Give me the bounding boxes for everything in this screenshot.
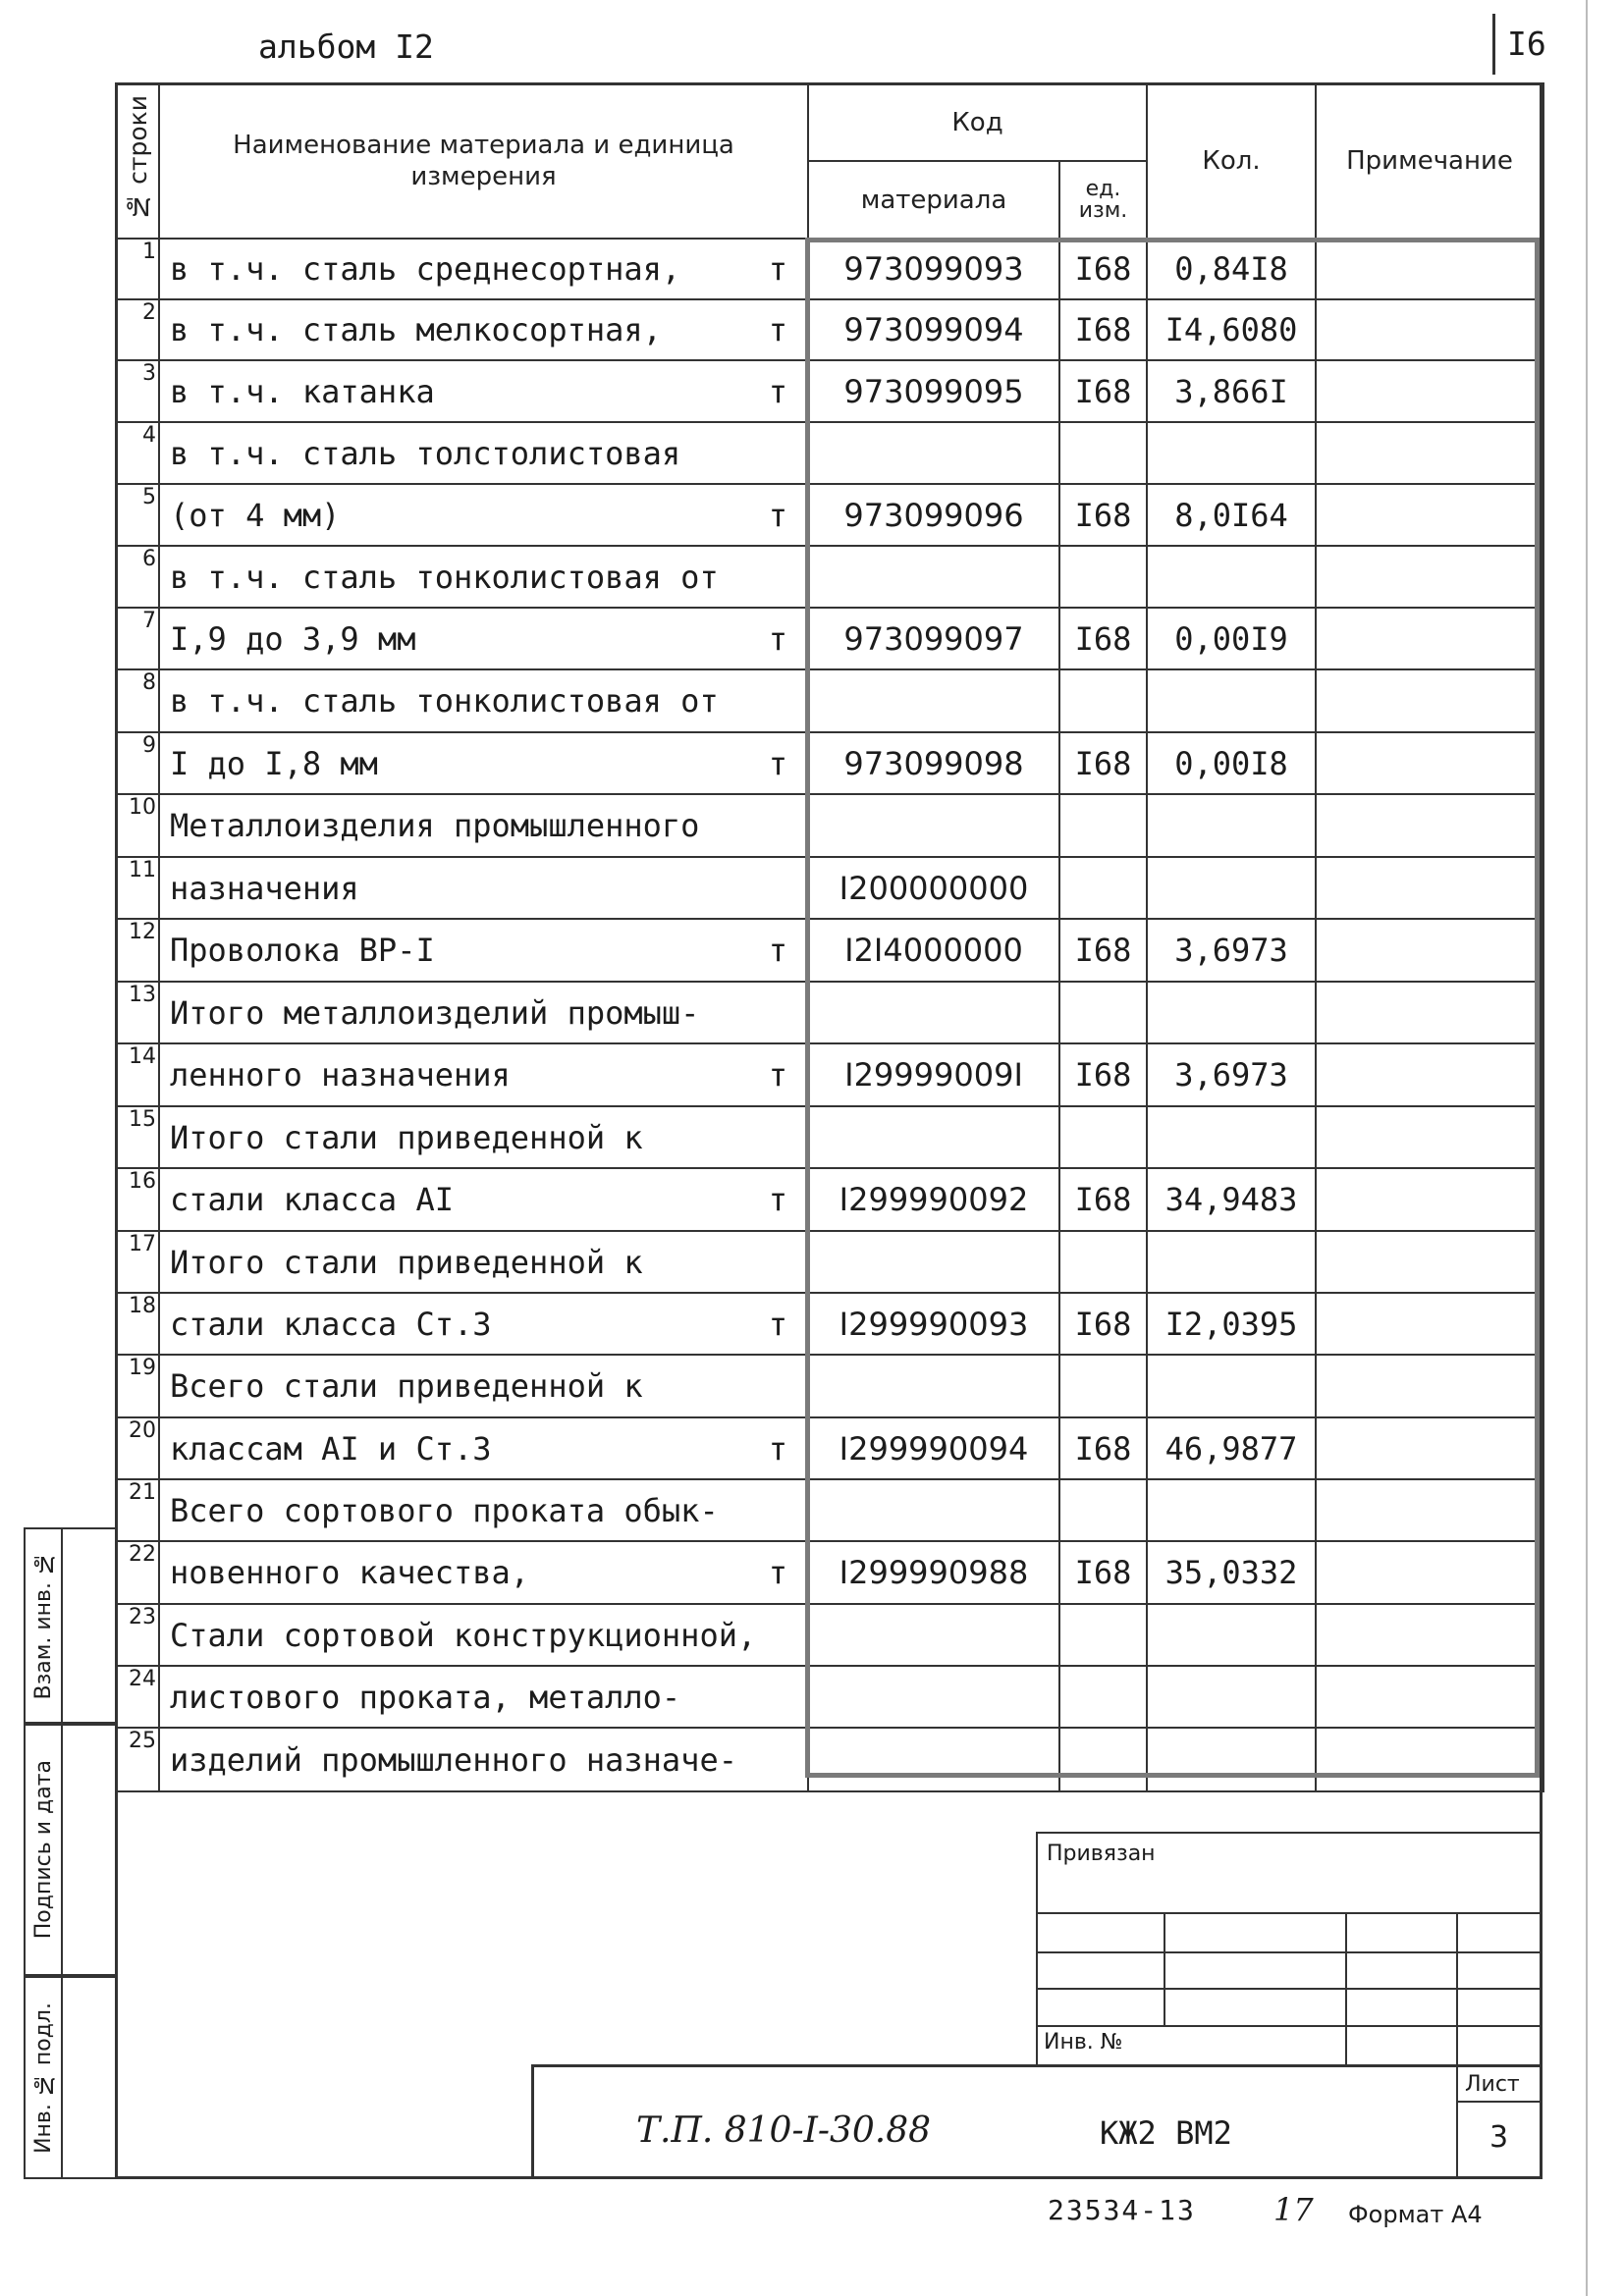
- unit-code: I68: [1059, 360, 1147, 422]
- table-row: [116, 1168, 1543, 1231]
- material-name: в т.ч. сталь среднесортная, т: [159, 239, 808, 299]
- material-code: 973099098: [808, 732, 1059, 794]
- row-number: 9: [116, 732, 159, 794]
- quantity: [1147, 1231, 1316, 1293]
- table-row: [116, 1355, 1543, 1417]
- note: [1316, 299, 1543, 360]
- material-name: Всего стали приведенной к: [159, 1355, 808, 1417]
- header-name: Наименование материала и единица измерения: [159, 83, 808, 239]
- unit-label: т: [768, 372, 787, 410]
- header-row-no: № строки: [116, 83, 159, 239]
- project-code: Т.П. 810-I-30.88: [636, 2110, 932, 2151]
- row-number: 7: [116, 608, 159, 669]
- material-code: 973099096: [808, 484, 1059, 546]
- table-row: [116, 1666, 1543, 1728]
- header-unit-code: ед. изм.: [1059, 161, 1147, 239]
- tb-line: [1036, 1951, 1543, 1953]
- row-number: 11: [116, 857, 159, 919]
- unit-code: I68: [1059, 608, 1147, 669]
- quantity: 0,00I9: [1147, 608, 1316, 669]
- quantity: 3,6973: [1147, 1043, 1316, 1106]
- quantity: 34,9483: [1147, 1168, 1316, 1231]
- table-row: [116, 1417, 1543, 1479]
- unit-code: I68: [1059, 239, 1147, 299]
- table-row: [116, 669, 1543, 732]
- table-row: [116, 732, 1543, 794]
- table-row: [116, 1043, 1543, 1106]
- material-code: [808, 1231, 1059, 1293]
- header-material-code: материала: [808, 161, 1059, 239]
- quantity: 0,00I8: [1147, 732, 1316, 794]
- note: [1316, 1168, 1543, 1231]
- stamp-inv-podl: Инв. № подл.: [24, 1976, 117, 2179]
- table-row: [116, 299, 1543, 360]
- table-row: [116, 857, 1543, 919]
- quantity: 8,0I64: [1147, 484, 1316, 546]
- quantity: 46,9877: [1147, 1417, 1316, 1479]
- row-number: 21: [116, 1479, 159, 1541]
- table-row: [116, 794, 1543, 857]
- row-number: 20: [116, 1417, 159, 1479]
- quantity: [1147, 1106, 1316, 1168]
- table-row: [116, 239, 1543, 299]
- material-name: Итого стали приведенной к: [159, 1106, 808, 1168]
- materials-table: [115, 82, 1544, 1792]
- table-row: [116, 1479, 1543, 1541]
- material-code: 973099093: [808, 239, 1059, 299]
- material-name: I,9 до 3,9 мм т: [159, 608, 808, 669]
- unit-code: [1059, 1728, 1147, 1791]
- unit-code: [1059, 546, 1147, 608]
- unit-label: т: [768, 496, 787, 534]
- row-number: 5: [116, 484, 159, 546]
- note: [1316, 484, 1543, 546]
- material-name: Всего сортового проката обык-: [159, 1479, 808, 1541]
- table-row: [116, 360, 1543, 422]
- row-number: 16: [116, 1168, 159, 1231]
- quantity: [1147, 1479, 1316, 1541]
- tb-line: [1164, 1912, 1165, 2027]
- table-row: [116, 1541, 1543, 1604]
- note: [1316, 360, 1543, 422]
- unit-label: т: [768, 1429, 787, 1468]
- material-code: [808, 1604, 1059, 1666]
- material-name: I до I,8 мм т: [159, 732, 808, 794]
- material-code: [808, 982, 1059, 1043]
- note: [1316, 669, 1543, 732]
- row-number: 10: [116, 794, 159, 857]
- table-row: [116, 1604, 1543, 1666]
- note: [1316, 1293, 1543, 1355]
- unit-label: т: [768, 250, 787, 288]
- tb-line: [1345, 1912, 1347, 2064]
- note: [1316, 1604, 1543, 1666]
- row-number: 2: [116, 299, 159, 360]
- material-code: I299990094: [808, 1417, 1059, 1479]
- unit-label: т: [768, 1056, 787, 1094]
- note: [1316, 239, 1543, 299]
- material-name: в т.ч. сталь тонколистовая от: [159, 546, 808, 608]
- unit-code: [1059, 982, 1147, 1043]
- material-code: 973099097: [808, 608, 1059, 669]
- note: [1316, 1355, 1543, 1417]
- unit-code: [1059, 794, 1147, 857]
- tb-line: [1456, 2101, 1543, 2103]
- unit-label: т: [768, 1181, 787, 1218]
- table-row: [116, 1106, 1543, 1168]
- material-code: I299990093: [808, 1293, 1059, 1355]
- material-code: I299990988: [808, 1541, 1059, 1604]
- row-number: 3: [116, 360, 159, 422]
- row-number: 15: [116, 1106, 159, 1168]
- material-code: [808, 1728, 1059, 1791]
- material-code: [808, 1106, 1059, 1168]
- table-row: [116, 1231, 1543, 1293]
- quantity: 3,6973: [1147, 919, 1316, 982]
- note: [1316, 1106, 1543, 1168]
- material-name: (от 4 мм) т: [159, 484, 808, 546]
- unit-label: т: [768, 932, 787, 969]
- quantity: [1147, 794, 1316, 857]
- row-number: 6: [116, 546, 159, 608]
- format-label: Формат A4: [1348, 2201, 1483, 2228]
- material-code: 973099095: [808, 360, 1059, 422]
- material-name: Металлоизделия промышленного: [159, 794, 808, 857]
- quantity: [1147, 669, 1316, 732]
- material-name: Итого стали приведенной к: [159, 1231, 808, 1293]
- unit-code: I68: [1059, 732, 1147, 794]
- unit-code: I68: [1059, 1541, 1147, 1604]
- quantity: [1147, 546, 1316, 608]
- note: [1316, 1666, 1543, 1728]
- material-name: Проволока ВР-I т: [159, 919, 808, 982]
- note: [1316, 982, 1543, 1043]
- quantity: [1147, 1355, 1316, 1417]
- quantity: 0,84I8: [1147, 239, 1316, 299]
- unit-code: I68: [1059, 1293, 1147, 1355]
- note: [1316, 1541, 1543, 1604]
- list-label: Лист: [1465, 2072, 1520, 2097]
- table-row: [116, 608, 1543, 669]
- unit-code: I68: [1059, 484, 1147, 546]
- tb-line: [1036, 1832, 1038, 2064]
- row-number: 19: [116, 1355, 159, 1417]
- note: [1316, 1728, 1543, 1791]
- header-code-group: Код: [808, 83, 1147, 161]
- material-name: изделий промышленного назначе-: [159, 1728, 808, 1791]
- material-name: Итого металлоизделий промыш-: [159, 982, 808, 1043]
- material-name: в т.ч. катанка т: [159, 360, 808, 422]
- doc-code: КЖ2 ВМ2: [1100, 2114, 1232, 2152]
- quantity: [1147, 422, 1316, 484]
- row-number: 4: [116, 422, 159, 484]
- stamp-vzam-inv: Взам. инв. №: [24, 1527, 117, 1724]
- row-number: 25: [116, 1728, 159, 1791]
- table-row: [116, 982, 1543, 1043]
- unit-code: I68: [1059, 919, 1147, 982]
- quantity: I4,6080: [1147, 299, 1316, 360]
- material-code: [808, 422, 1059, 484]
- material-code: I29999009I: [808, 1043, 1059, 1106]
- tb-line: [1036, 2025, 1543, 2027]
- material-name: стали класса Ст.3 т: [159, 1293, 808, 1355]
- unit-code: I68: [1059, 1168, 1147, 1231]
- unit-code: [1059, 1106, 1147, 1168]
- unit-code: [1059, 1231, 1147, 1293]
- tb-line: [1036, 1988, 1543, 1990]
- material-code: I299990092: [808, 1168, 1059, 1231]
- row-number: 22: [116, 1541, 159, 1604]
- quantity: [1147, 982, 1316, 1043]
- header-note: Примечание: [1316, 83, 1543, 239]
- note: [1316, 422, 1543, 484]
- material-code: [808, 1666, 1059, 1728]
- unit-label: т: [768, 744, 787, 782]
- unit-code: [1059, 422, 1147, 484]
- material-name: в т.ч. сталь мелкосортная, т: [159, 299, 808, 360]
- unit-label: т: [768, 1554, 787, 1591]
- tb-line: [1456, 1912, 1458, 2179]
- row-number: 1: [116, 239, 159, 299]
- note: [1316, 1479, 1543, 1541]
- material-code: [808, 669, 1059, 732]
- material-name: ленного назначения т: [159, 1043, 808, 1106]
- row-number: 24: [116, 1666, 159, 1728]
- unit-label: т: [768, 311, 787, 348]
- note: [1316, 608, 1543, 669]
- row-number: 12: [116, 919, 159, 982]
- material-name: назначения: [159, 857, 808, 919]
- table-row: [116, 484, 1543, 546]
- material-code: [808, 546, 1059, 608]
- page-number: 17: [1273, 2191, 1314, 2228]
- table-row: [116, 1728, 1543, 1791]
- privyazan-label: Привязан: [1047, 1842, 1156, 1866]
- unit-label: т: [768, 619, 787, 658]
- archive-number: 23534-13: [1048, 2194, 1196, 2226]
- note: [1316, 732, 1543, 794]
- material-name: классам AI и Ст.3 т: [159, 1417, 808, 1479]
- unit-code: [1059, 1479, 1147, 1541]
- material-name: стали класса AI т: [159, 1168, 808, 1231]
- material-name: в т.ч. сталь толстолистовая: [159, 422, 808, 484]
- stamp-podpis-data: Подпись и дата: [24, 1724, 117, 1976]
- table-row: [116, 546, 1543, 608]
- unit-code: I68: [1059, 299, 1147, 360]
- unit-label: т: [768, 1305, 787, 1343]
- quantity: [1147, 857, 1316, 919]
- row-number: 14: [116, 1043, 159, 1106]
- quantity: [1147, 1604, 1316, 1666]
- unit-code: [1059, 857, 1147, 919]
- material-code: I2I4000000: [808, 919, 1059, 982]
- note: [1316, 1417, 1543, 1479]
- table-row: [116, 919, 1543, 982]
- material-code: [808, 1355, 1059, 1417]
- row-number: 13: [116, 982, 159, 1043]
- material-name: новенного качества, т: [159, 1541, 808, 1604]
- unit-code: [1059, 1604, 1147, 1666]
- quantity: [1147, 1666, 1316, 1728]
- material-name: Стали сортовой конструкционной,: [159, 1604, 808, 1666]
- inv-no-label: Инв. №: [1044, 2030, 1123, 2055]
- top-sheet-number: I6: [1492, 14, 1551, 75]
- table-row: [116, 1293, 1543, 1355]
- tb-line: [531, 2064, 534, 2179]
- right-margin-line: [1586, 0, 1588, 2296]
- material-name: листового проката, металло-: [159, 1666, 808, 1728]
- row-number: 23: [116, 1604, 159, 1666]
- row-number: 8: [116, 669, 159, 732]
- quantity: I2,0395: [1147, 1293, 1316, 1355]
- unit-code: [1059, 669, 1147, 732]
- unit-code: [1059, 1666, 1147, 1728]
- material-code: [808, 1479, 1059, 1541]
- unit-code: [1059, 1355, 1147, 1417]
- material-code: 973099094: [808, 299, 1059, 360]
- quantity: 35,0332: [1147, 1541, 1316, 1604]
- list-number: 3: [1489, 2120, 1509, 2155]
- material-code: I200000000: [808, 857, 1059, 919]
- tb-line: [1036, 1912, 1543, 1914]
- tb-line: [531, 2064, 1543, 2067]
- row-number: 18: [116, 1293, 159, 1355]
- note: [1316, 546, 1543, 608]
- note: [1316, 857, 1543, 919]
- row-number: 17: [116, 1231, 159, 1293]
- unit-code: I68: [1059, 1043, 1147, 1106]
- note: [1316, 919, 1543, 982]
- album-label: альбом I2: [258, 27, 434, 66]
- note: [1316, 1231, 1543, 1293]
- note: [1316, 1043, 1543, 1106]
- table-row: [116, 422, 1543, 484]
- unit-code: I68: [1059, 1417, 1147, 1479]
- material-name: в т.ч. сталь тонколистовая от: [159, 669, 808, 732]
- quantity: [1147, 1728, 1316, 1791]
- tb-line: [1036, 1832, 1543, 1834]
- material-code: [808, 794, 1059, 857]
- header-qty: Кол.: [1147, 83, 1316, 239]
- note: [1316, 794, 1543, 857]
- quantity: 3,866I: [1147, 360, 1316, 422]
